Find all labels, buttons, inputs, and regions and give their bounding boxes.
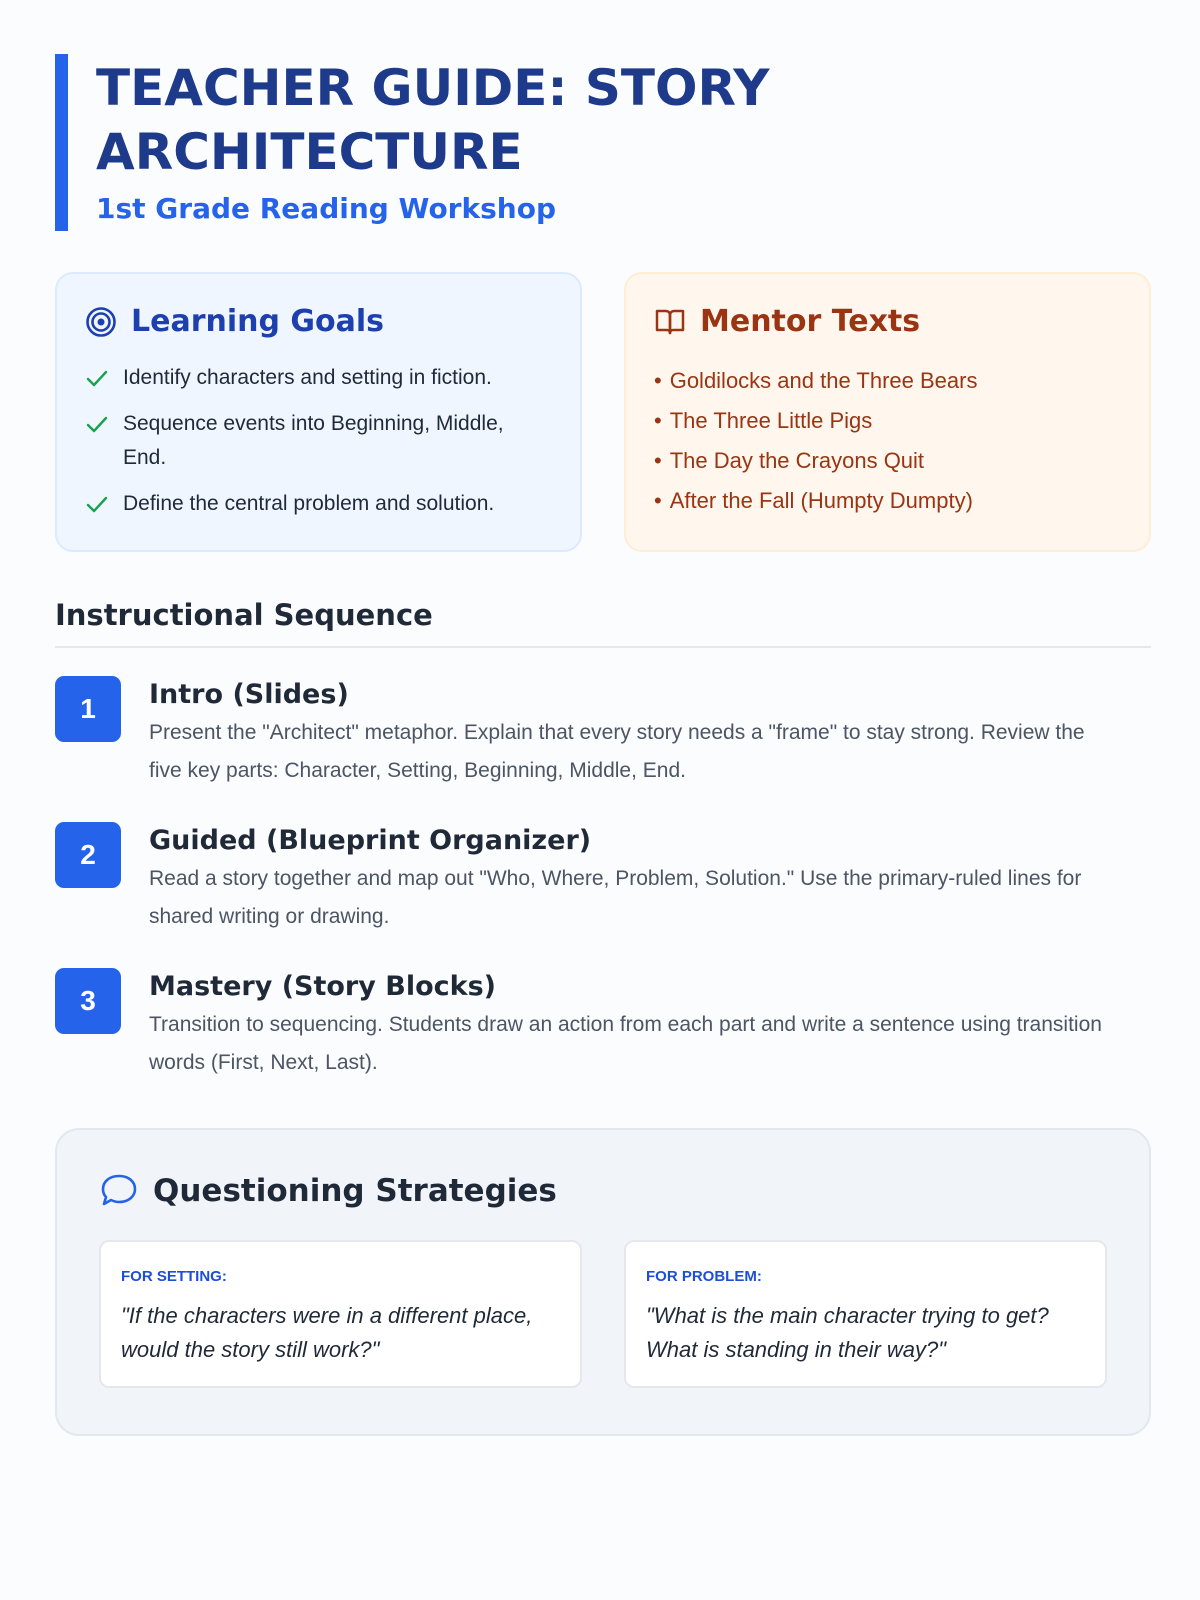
question-label: FOR PROBLEM:	[646, 1268, 762, 1285]
step-content	[149, 676, 1119, 790]
list-item	[85, 487, 552, 521]
page-header	[55, 54, 1151, 231]
mentor-texts-list	[654, 361, 1121, 521]
bullet-icon: •	[654, 488, 662, 513]
step-number-badge: 1	[55, 676, 121, 742]
step-description: Present the "Architect" metaphor. Explain that every story needs a "frame" to stay strong. Review the five key parts: Character, Setting, Beginning, Middle, End.	[149, 721, 1085, 782]
check-icon	[85, 493, 109, 515]
question-label: FOR SETTING:	[121, 1268, 227, 1285]
book-open-icon	[654, 307, 686, 337]
step-item	[55, 968, 1151, 1082]
question-text: "What is the main character trying to get? What is standing in their way?"	[646, 1303, 1049, 1362]
goal-text: Identify characters and setting in fiction.	[123, 366, 492, 389]
instructional-sequence-title: Instructional Sequence	[55, 598, 1151, 648]
check-icon	[85, 367, 109, 389]
page-subtitle: 1st Grade Reading Workshop	[96, 192, 556, 225]
step-description: Transition to sequencing. Students draw an action from each part and write a sentence using transition words (First, Next, Last).	[149, 1013, 1102, 1074]
learning-goals-card	[55, 272, 582, 552]
mentor-texts-title: Mentor Texts	[700, 304, 921, 339]
goal-text: Sequence events into Beginning, Middle, End.	[123, 412, 504, 469]
bullet-icon: •	[654, 368, 662, 393]
step-content	[149, 968, 1119, 1082]
goal-text: Define the central problem and solution.	[123, 492, 495, 515]
questioning-title: Questioning Strategies	[153, 1173, 557, 1209]
bullet-icon: •	[654, 408, 662, 433]
step-number-badge: 3	[55, 968, 121, 1034]
mentor-text-title: The Day the Crayons Quit	[669, 448, 925, 473]
mentor-text-title: After the Fall (Humpty Dumpty)	[669, 488, 973, 513]
step-content	[149, 822, 1119, 936]
mentor-text-title: The Three Little Pigs	[669, 408, 873, 433]
question-card-setting	[99, 1240, 582, 1388]
learning-goals-header	[85, 304, 552, 339]
step-item	[55, 676, 1151, 790]
mentor-texts-card	[624, 272, 1151, 552]
teacher-guide-page	[55, 54, 1151, 1436]
step-title: Intro (Slides)	[149, 679, 349, 710]
learning-goals-title: Learning Goals	[131, 304, 385, 339]
check-icon	[85, 413, 109, 435]
list-item	[85, 407, 552, 475]
page-title: TEACHER GUIDE: STORY ARCHITECTURE	[96, 59, 770, 181]
question-text: "If the characters were in a different place, would the story still work?"	[121, 1303, 533, 1362]
step-title: Mastery (Story Blocks)	[149, 971, 497, 1002]
instructional-steps	[55, 676, 1151, 1082]
list-item	[85, 361, 552, 395]
mentor-text-title: Goldilocks and the Three Bears	[669, 368, 978, 393]
step-title: Guided (Blueprint Organizer)	[149, 825, 592, 856]
questioning-strategies-panel	[55, 1128, 1151, 1436]
top-cards	[55, 272, 1151, 552]
list-item	[654, 441, 1121, 481]
list-item	[654, 361, 1121, 401]
list-item	[654, 401, 1121, 441]
bullet-icon: •	[654, 448, 662, 473]
questioning-header	[99, 1172, 1107, 1210]
step-description: Read a story together and map out "Who, Where, Problem, Solution." Use the primary-ruled lines for shared writing or drawing.	[149, 867, 1082, 928]
speech-bubble-icon	[99, 1172, 139, 1210]
step-item	[55, 822, 1151, 936]
mentor-texts-header	[654, 304, 1121, 339]
question-cards	[99, 1240, 1107, 1388]
list-item	[654, 481, 1121, 521]
learning-goals-list	[85, 361, 552, 521]
question-card-problem	[624, 1240, 1107, 1388]
step-number-badge: 2	[55, 822, 121, 888]
target-icon	[85, 306, 117, 338]
